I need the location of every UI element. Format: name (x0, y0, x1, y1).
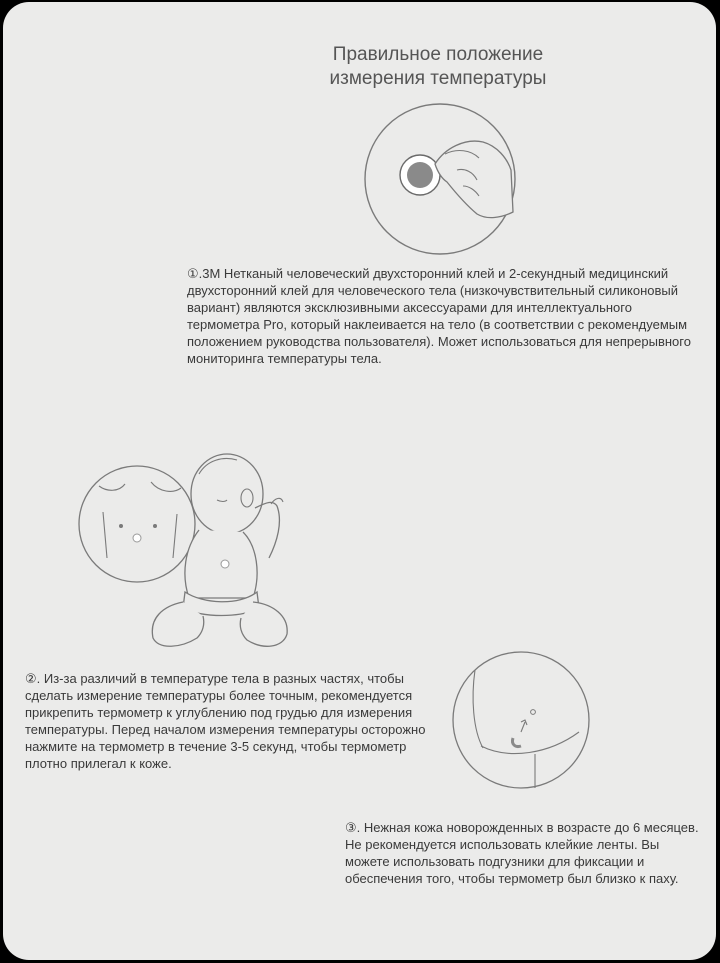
section-3-text: ③. Нежная кожа новорожденных в возрасте до 6 месяцев. Не рекомендуется использовать клейкие ленты. Вы можете использовать подгузники для фиксации и обеспечения того, чтобы термометр был близко к паху. (345, 820, 699, 886)
thermometer-patch-icon (361, 100, 521, 260)
title-line-2: измерения температуры (329, 68, 547, 89)
section-1-text: ①.3M Нетканый человеческий двухсторонний клей и 2-секундный медицинский двухсторонний клей для человеческого тела (низкочувствительный силиконовый вариант) являются эксклюзивными аксессуарами для интеллектуального термометра Pro, который наклеивается на тело (в соответствии с рекомендуемым положением руководства пользователя). Может использоваться для непрерывного мониторинга температуры тела. (187, 266, 691, 366)
page-title (303, 43, 573, 91)
groin-closeup-icon (449, 648, 599, 798)
chest-closeup-icon (79, 466, 199, 582)
title-line-1: Правильное положение (332, 44, 544, 65)
instruction-card (3, 2, 716, 960)
section-2-text: ②. Из-за различий в температуре тела в разных частях, чтобы сделать измерение температуры более точным, рекомендуется прикрепить термометр к углублению под грудью для измерения температуры. Перед началом измерения температуры осторожно нажмите на термометр в течение 3-5 секунд, чтобы термометр плотно прилегал к коже. (25, 671, 426, 771)
baby-illustration (77, 442, 303, 654)
